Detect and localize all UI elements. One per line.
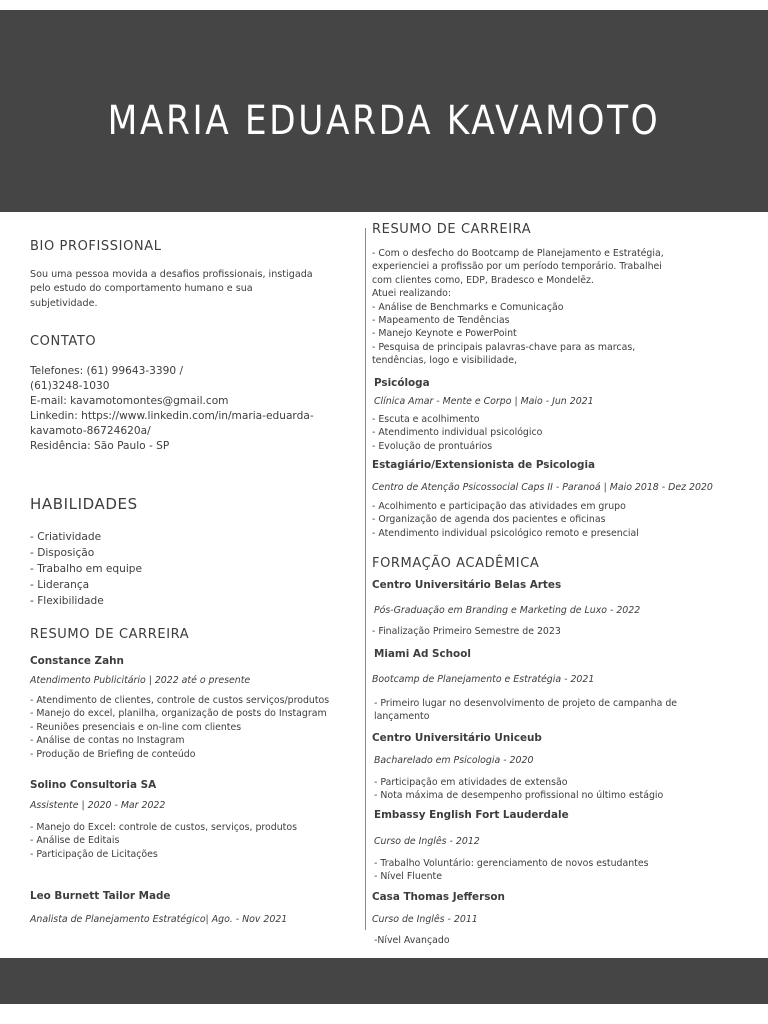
note-item: - Trabalho Voluntário: gerenciamento de novos estudantes: [374, 858, 649, 869]
school-notes: [374, 934, 450, 947]
skill-item: - Liderança: [30, 579, 90, 591]
summary-line: Atuei realizando:: [372, 288, 452, 300]
duty-item: - Escuta e acolhimento: [372, 414, 480, 425]
school-notes: [374, 697, 677, 724]
bio-line: Sou uma pessoa movida a desafios profissionais, instigada: [30, 269, 313, 280]
school-title: Casa Thomas Jefferson: [372, 891, 505, 903]
job-title: Constance Zahn: [30, 655, 124, 667]
job-title: Leo Burnett Tailor Made: [30, 890, 171, 902]
summary-line: - Pesquisa de principais palavras-chave para as marcas,: [372, 341, 636, 353]
school-title: Embassy English Fort Lauderdale: [374, 809, 569, 821]
note-item: - Finalização Primeiro Semestre de 2023: [372, 626, 561, 637]
duty-item: - Atendimento individual psicológico: [372, 427, 543, 439]
linkedin-line: kavamoto-86724620a/: [30, 425, 151, 437]
duty-item: - Evolução de prontuários: [372, 440, 493, 452]
skills-heading: HABILIDADES: [30, 495, 138, 513]
summary-line: - Manejo Keynote e PowerPoint: [372, 328, 517, 340]
email-line: E-mail: kavamotomontes@gmail.com: [30, 395, 229, 407]
school-title: Miami Ad School: [374, 648, 471, 660]
job-title: Estagiário/Extensionista de Psicologia: [372, 459, 596, 471]
job-subtitle: Assistente | 2020 - Mar 2022: [30, 800, 166, 811]
job-duties: [30, 821, 297, 861]
footer-banner: [0, 958, 768, 1004]
summary-line: - Com o desfecho do Bootcamp de Planejamento e Estratégia,: [372, 248, 664, 259]
contact-block: [30, 364, 350, 454]
duty-item: - Manejo do Excel: controle de custos, serviços, produtos: [30, 822, 297, 833]
career-heading-right: RESUMO DE CARREIRA: [372, 222, 532, 237]
phone-line: (61)3248-1030: [30, 380, 110, 392]
bio-line: subjetividade.: [30, 297, 98, 309]
duty-item: - Acolhimento e participação das atividades em grupo: [372, 501, 626, 512]
school-subtitle: Bacharelado em Psicologia - 2020: [374, 755, 534, 766]
school-subtitle: Bootcamp de Planejamento e Estratégia - 2021: [372, 674, 595, 685]
duty-item: - Análise de Editais: [30, 835, 120, 847]
job-subtitle: Centro de Atenção Psicossocial Caps II - Paranoá | Maio 2018 - Dez 2020: [372, 482, 713, 493]
contact-heading: CONTATO: [30, 334, 97, 349]
job-duties: [372, 500, 639, 540]
note-item: - Participação em atividades de extensão: [374, 777, 568, 788]
note-item: - Nível Fluente: [374, 871, 442, 883]
job-duties: [30, 694, 329, 761]
skill-item: - Criatividade: [30, 531, 102, 543]
note-item: lançamento: [374, 711, 430, 723]
school-notes: [372, 625, 561, 638]
note-item: - Nota máxima de desempenho profissional no último estágio: [374, 790, 664, 802]
career-summary: [372, 247, 752, 368]
summary-line: experienciei a profissão por um período temporário. Trabalhei: [372, 261, 662, 273]
summary-line: - Análise de Benchmarks e Comunicação: [372, 301, 564, 313]
school-title: Centro Universitário Uniceub: [372, 732, 542, 744]
duty-item: - Reuniões presenciais e on-line com clientes: [30, 721, 242, 733]
school-subtitle: Pós-Graduação em Branding e Marketing de Luxo - 2022: [374, 605, 641, 616]
top-margin: [0, 0, 768, 10]
phone-line: Telefones: (61) 99643-3390 /: [30, 365, 184, 377]
duty-item: - Organização de agenda dos pacientes e oficinas: [372, 514, 606, 526]
header-banner: [0, 10, 768, 212]
job-duties: [372, 413, 542, 453]
note-item: -Nível Avançado: [374, 935, 450, 946]
bio-line: pelo estudo do comportamento humano e sua: [30, 283, 253, 295]
education-heading: FORMAÇÃO ACADÊMICA: [372, 556, 540, 571]
skill-item: - Trabalho em equipe: [30, 563, 143, 575]
summary-line: tendências, logo e visibilidade,: [372, 355, 517, 367]
duty-item: - Produção de Briefing de conteúdo: [30, 748, 196, 760]
skill-item: - Disposição: [30, 547, 95, 559]
school-notes: [374, 776, 663, 803]
summary-line: - Mapeamento de Tendências: [372, 315, 510, 327]
school-subtitle: Curso de Inglês - 2011: [372, 914, 478, 925]
duty-item: - Participação de Licitações: [30, 848, 158, 860]
candidate-name: MARIA EDUARDA KAVAMOTO: [107, 98, 661, 144]
linkedin-line: Linkedin: https://www.linkedin.com/in/maria-eduarda-: [30, 410, 314, 422]
duty-item: - Atendimento individual psicológico remoto e presencial: [372, 527, 639, 539]
residence-line: Residência: São Paulo - SP: [30, 440, 170, 452]
skills-list: [30, 529, 350, 609]
job-title: Solino Consultoria SA: [30, 779, 157, 791]
duty-item: - Atendimento de clientes, controle de custos serviços/produtos: [30, 695, 330, 706]
duty-item: - Manejo do excel, planilha, organização de posts do Instagram: [30, 708, 327, 720]
duty-item: - Análise de contas no Instagram: [30, 735, 185, 747]
job-title: Psicóloga: [374, 377, 430, 389]
job-subtitle: Clínica Amar - Mente e Corpo | Maio - Jun 2021: [374, 396, 594, 407]
bio-heading: BIO PROFISSIONAL: [30, 239, 162, 254]
column-divider: [365, 228, 366, 930]
school-title: Centro Universitário Belas Artes: [372, 579, 562, 591]
skill-item: - Flexibilidade: [30, 595, 104, 607]
job-subtitle: Atendimento Publicitário | 2022 até o presente: [30, 675, 251, 686]
school-notes: [374, 857, 649, 884]
bottom-margin: [0, 1004, 768, 1024]
note-item: - Primeiro lugar no desenvolvimento de projeto de campanha de: [374, 698, 678, 709]
bio-text: [30, 268, 350, 311]
job-subtitle: Analista de Planejamento Estratégico| Ago. - Nov 2021: [30, 914, 288, 925]
career-heading-left: RESUMO DE CARREIRA: [30, 627, 190, 642]
summary-line: com clientes como, EDP, Bradesco e Mondelēz.: [372, 274, 594, 286]
school-subtitle: Curso de Inglês - 2012: [374, 836, 480, 847]
